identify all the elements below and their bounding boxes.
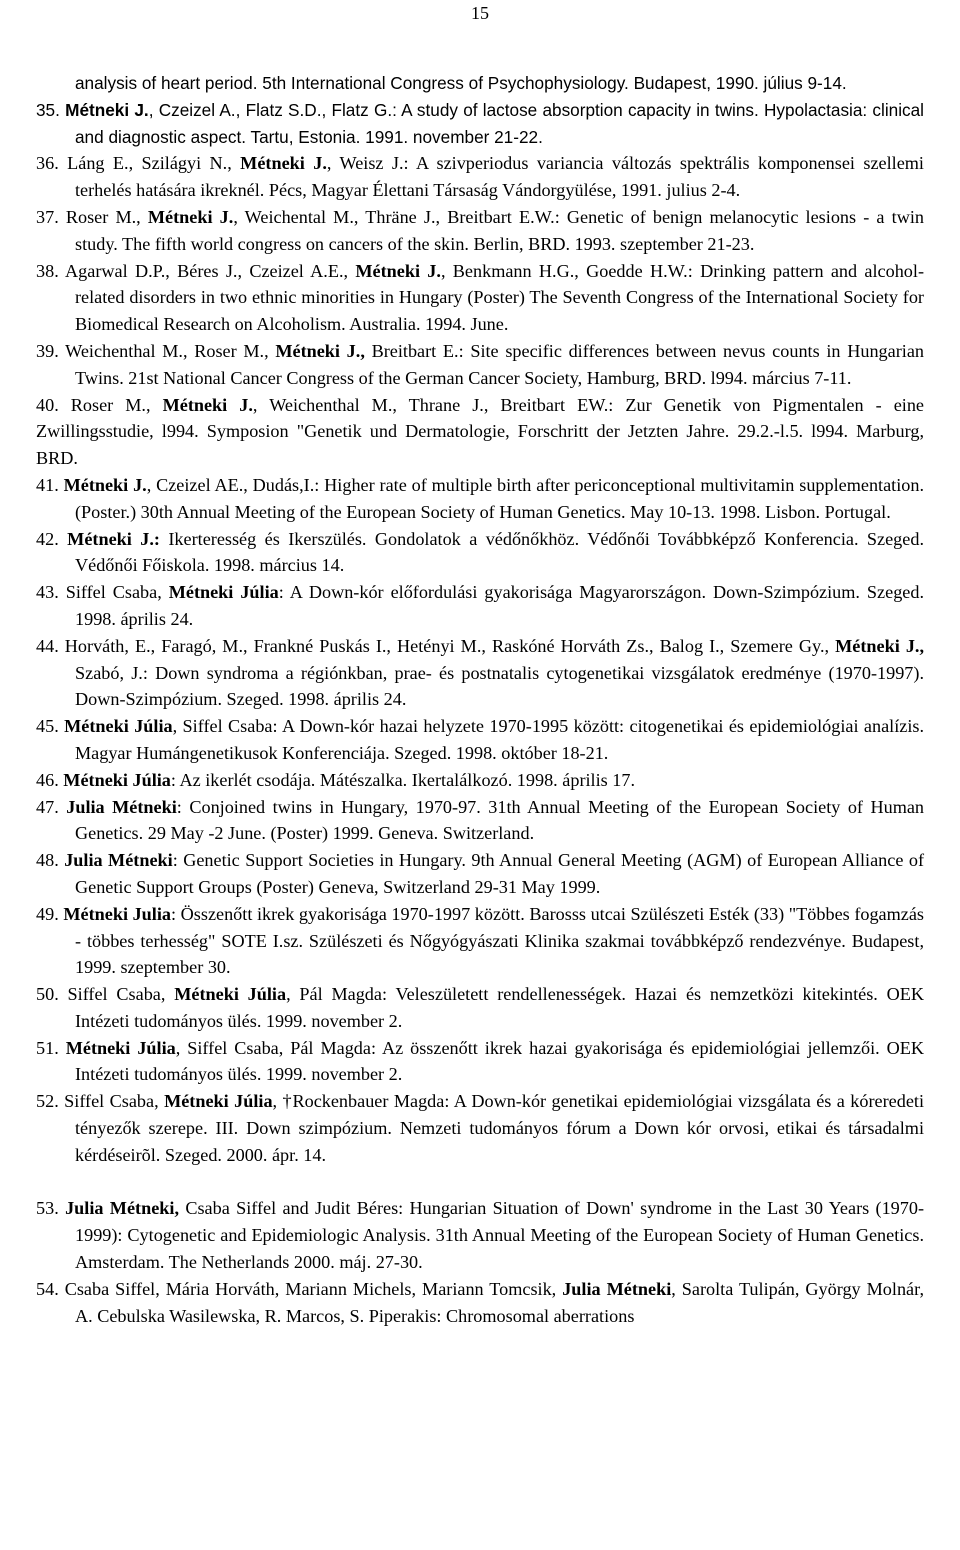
reference-text: 45. [36,716,65,737]
author-highlight: Métneki Júlia [174,984,287,1005]
reference-text: , Sarolta Tulipán, György Molnár, A. Cebulska Wasilewska, R. Marcos, S. Piperakis: Chromosomal aberrations [75,1278,924,1326]
reference-item-37 [36,204,924,258]
reference-item-40 [36,392,924,472]
reference-item-44 [36,633,924,713]
author-highlight: Métneki Júlia [64,716,173,737]
reference-item-38 [36,258,924,338]
reference-item-43 [36,579,924,633]
reference-text: , Czeizel AE., Dudás,I.: Higher rate of multiple birth after periconceptional multivitamin supplementation. (Poster.) 30th Annual Meeting of the European Society of Human Genetics. May 10-13. 1998. Lisbon. Portugal. [75,474,924,522]
reference-text: 43. Siffel Csaba, [36,582,169,603]
page-number: 15 [471,3,489,23]
reference-text: , Weichental M., Thräne J., Breitbart E.W.: Genetic of benign melanocytic lesions - a twin study. The fifth world congress on cancers of the skin. Berlin, BRD. 1993. szeptember 21-23. [75,206,924,254]
author-highlight: Julia Métneki [66,796,177,817]
author-highlight: Métneki Júlia [63,769,171,790]
reference-text: 35. [36,99,66,120]
reference-item-41 [36,472,924,526]
reference-text: 50. Siffel Csaba, [36,984,175,1005]
author-highlight: Métneki Júlia [164,1091,273,1112]
author-highlight: Métneki J. [162,394,253,415]
reference-item-53 [36,1195,924,1275]
reference-text: , Siffel Csaba: A Down-kór hazai helyzete 1970-1995 között: citogenetikai és epidemiológiai analízis. Magyar Humángenetikusok Konferenciája. Szeged. 1998. október 18-21. [75,716,924,763]
reference-item-42 [36,526,924,580]
reference-text: 42. [36,528,68,549]
reference-item-54 [36,1276,924,1330]
reference-text: 44. Horváth, E., Faragó, M., Frankné Puskás I., Hetényi M., Raskóné Horváth Zs., Balog I., Szemere Gy., [36,635,836,656]
author-highlight: Métneki J. [240,153,327,174]
reference-item-35 [36,97,924,151]
reference-text: 47. [36,796,67,817]
reference-text: 38. Agarwal D.P., Béres J., Czeizel A.E., [36,260,356,281]
reference-item-39 [36,338,924,392]
reference-item-50 [36,981,924,1035]
reference-text: Csaba Siffel and Judit Béres: Hungarian Situation of Down' syndrome in the Last 30 Years (1970-1999): Cytogenetic and Epidemiologic Analysis. 31th Annual Meeting of the European Society of Human Genetics. Amsterdam. The Netherlands 2000. máj. 27-30. [75,1198,925,1273]
reference-item-47 [36,794,924,848]
reference-text: 40. Roser M., [36,394,163,415]
author-highlight: Julia Métneki, [65,1198,179,1219]
author-highlight: Métneki J. [63,474,147,495]
reference-text: 46. [36,769,64,790]
reference-text: 54. Csaba Siffel, Mária Horváth, Mariann Michels, Mariann Tomcsik, [36,1278,563,1299]
reference-text: 37. Roser M., [36,206,148,227]
author-highlight: Métneki J. [355,260,441,281]
author-highlight: Métneki J. [147,206,234,227]
reference-text: , Czeizel A., Flatz S.D., Flatz G.: A study of lactose absorption capacity in twins. Hypolactasia: clinical and diagnostic aspect. Tartu, Estonia. 1991. november 21-22. [75,99,924,147]
reference-text: 36. Láng E., Szilágyi N., [36,153,241,174]
reference-text: : A Down-kór előfordulási gyakorisága Magyarországon. Down-Szimpózium. Szeged. 1998. április 24. [75,582,924,629]
reference-text: 41. [36,474,64,495]
reference-text: , †Rockenbauer Magda: A Down-kór genetikai epidemiológiai vizsgálata és a kóreredeti tényezők szerepe. III. Down szimpózium. Nemzeti tudományos fórum a Down kór orvosi, etikai és társadalmi kérdéseirõl. Szeged. 2000. ápr. 14. [75,1091,924,1165]
reference-text: , Weichenthal M., Thrane J., Breitbart EW.: Zur Genetik von Pigmentalen - eine Zwillingsstudie, l994. Symposion "Genetik und Dermatologie, Forschritt der Jetzten Jahre. 29.2.-l.5. l994. Marburg, BRD. [36,394,924,469]
reference-item-36 [36,150,924,204]
reference-text: 52. Siffel Csaba, [36,1091,165,1112]
reference-text: , Pál Magda: Veleszületett rendellenességek. Hazai és nemzetközi kitekintés. OEK Intézeti tudományos ülés. 1999. november 2. [75,984,924,1031]
reference-continuation [36,70,924,97]
reference-list [36,70,924,1329]
author-highlight: Métneki Júlia [65,1037,176,1058]
author-highlight: Métneki J., [275,340,365,361]
reference-text: 39. Weichenthal M., Roser M., [36,340,276,361]
author-highlight: Métneki J.: [67,528,160,549]
reference-text: analysis of heart period. 5th International Congress of Psychophysiology. Budapest, 1990. július 9-14. [75,73,847,93]
author-highlight: Julia Métneki [64,850,173,871]
reference-item-49 [36,901,924,981]
reference-item-46 [36,767,924,794]
author-highlight: Métneki Julia [63,903,171,924]
reference-text: 53. [36,1198,66,1219]
reference-item-45 [36,713,924,767]
reference-text: Breitbart E.: Site specific differences between nevus counts in Hungarian Twins. 21st National Cancer Congress of the German Cancer Society, Hamburg, BRD. l994. március 7-11. [75,340,924,388]
reference-item-52 [36,1088,924,1168]
blank-line [36,1169,924,1196]
reference-text: , Siffel Csaba, Pál Magda: Az összenőtt ikrek hazai gyakorisága és epidemiológiai jellemzői. OEK Intézeti tudományos ülés. 1999. november 2. [75,1037,925,1085]
reference-text: : Genetic Support Societies in Hungary. 9th Annual General Meeting (AGM) of European Alliance of Genetic Support Groups (Poster) Geneva, Switzerland 29-31 May 1999. [75,850,925,897]
reference-text: , Benkmann H.G., Goedde H.W.: Drinking pattern and alcohol-related disorders in two ethnic minorities in Hungary (Poster) The Seventh Congress of the International Society for Biomedical Research on Alcoholism. Australia. 1994. June. [75,260,924,335]
reference-text: Ikerteresség és Ikerszülés. Gondolatok a védőnőkhöz. Védőnői Továbbképző Konferencia. Szeged. Védőnői Főiskola. 1998. március 14. [75,528,924,576]
reference-text: 48. [36,850,65,871]
reference-text: 51. [36,1037,66,1058]
author-highlight: Métneki Júlia [168,582,279,603]
reference-text: : Az ikerlét csodája. Mátészalka. Ikertalálkozó. 1998. április 17. [170,769,636,790]
reference-text: : Conjoined twins in Hungary, 1970-97. 31th Annual Meeting of the European Society of Human Genetics. 29 May -2 June. (Poster) 1999. Geneva. Switzerland. [75,796,925,844]
reference-text: : Összenőtt ikrek gyakorisága 1970-1997 között. Barosss utcai Szülészeti Esték (33) "Többes fogamzás - többes terhesség" SOTE I.sz. Szülészeti és Nőgyógyászati Klinika szakmai továbbképző rendezvénye. Budapest, 1999. szeptember 30. [75,903,925,978]
reference-item-51 [36,1035,924,1089]
reference-text: Szabó, J.: Down syndroma a régiónkban, prae- és postnatalis cytogenetikai vizsgálatok eredménye (1970-1997). Down-Szimpózium. Szeged. 1998. április 24. [75,662,924,710]
reference-text: 49. [36,903,64,924]
author-highlight: Métneki J., [835,635,925,656]
reference-item-48 [36,847,924,901]
author-highlight: Métneki J. [65,99,149,120]
reference-text: , Weisz J.: A szivperiodus variancia változás spektrális komponensei szellemi terhelés hatására ikreknél. Pécs, Magyar Élettani Társaság Vándorgyülése, 1991. julius 2-4. [75,153,924,201]
author-highlight: Julia Métneki [562,1278,672,1299]
